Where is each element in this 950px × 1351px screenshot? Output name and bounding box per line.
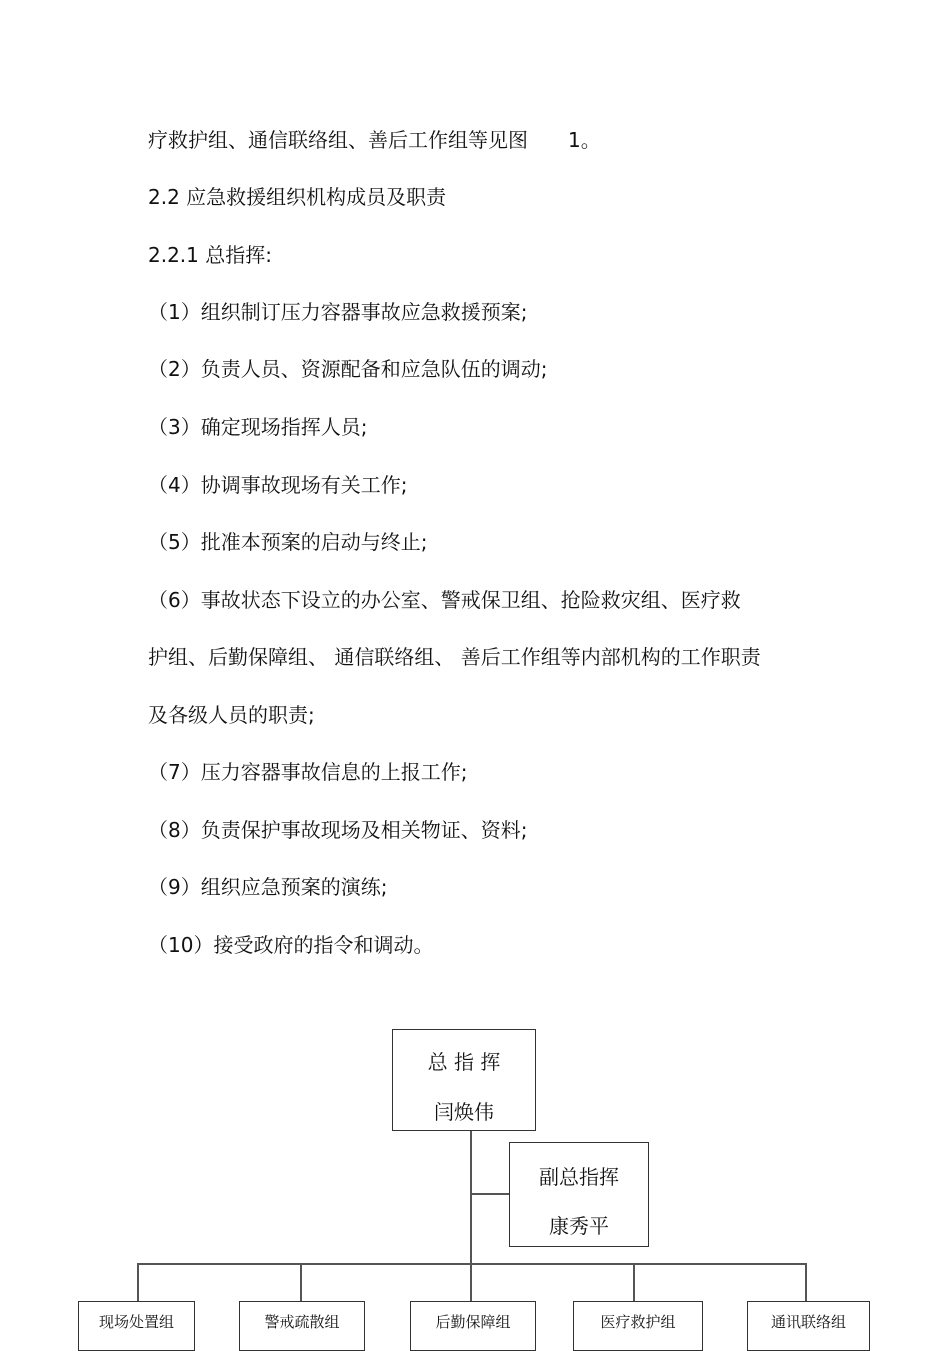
connector-groups-horizontal <box>137 1263 806 1265</box>
duty-item-6-line-2: 护组、后勤保障组、 通信联络组、 善后工作组等内部机构的工作职责 <box>148 645 761 669</box>
duty-item-3: （3）确定现场指挥人员; <box>148 415 368 439</box>
duty-item-8: （8）负责保护事故现场及相关物证、资料; <box>148 818 528 842</box>
continuation-text: 疗救护组、通信联络组、善后工作组等见图 <box>148 128 528 152</box>
text-line-continuation <box>148 128 601 152</box>
duty-item-9: （9）组织应急预案的演练; <box>148 875 388 899</box>
duty-item-7: （7）压力容器事故信息的上报工作; <box>148 760 468 784</box>
group-box-evacuation: 警戒疏散组 <box>239 1301 365 1351</box>
connector-group-1 <box>137 1263 139 1301</box>
duty-item-6-line-1: （6）事故状态下设立的办公室、警戒保卫组、抢险救灾组、医疗救 <box>148 588 741 612</box>
duty-item-6-line-3: 及各级人员的职责; <box>148 703 315 727</box>
commander-title: 总 指 挥 <box>427 1050 501 1074</box>
duty-item-5: （5）批准本预案的启动与终止; <box>148 530 428 554</box>
group-box-medical: 医疗救护组 <box>573 1301 703 1351</box>
group-box-onsite-response: 现场处置组 <box>78 1301 195 1351</box>
duty-item-2: （2）负责人员、资源配备和应急队伍的调动; <box>148 357 548 381</box>
deputy-title: 副总指挥 <box>539 1165 619 1189</box>
connector-group-5 <box>805 1263 807 1301</box>
connector-deputy-horizontal <box>470 1193 510 1195</box>
section-heading-2-2: 2.2 应急救援组织机构成员及职责 <box>148 185 447 209</box>
section-heading-2-2-1: 2.2.1 总指挥: <box>148 243 272 267</box>
connector-commander-vertical <box>470 1130 472 1301</box>
commander-name: 闫焕伟 <box>434 1100 494 1124</box>
figure-reference: 1。 <box>568 128 601 152</box>
connector-group-4 <box>633 1263 635 1301</box>
duty-item-10: （10）接受政府的指令和调动。 <box>148 933 434 957</box>
group-box-logistics: 后勤保障组 <box>410 1301 536 1351</box>
group-box-communication: 通讯联络组 <box>747 1301 870 1351</box>
duty-item-4: （4）协调事故现场有关工作; <box>148 473 408 497</box>
deputy-commander-box <box>509 1142 649 1247</box>
duty-item-1: （1）组织制订压力容器事故应急救援预案; <box>148 300 528 324</box>
connector-group-2 <box>300 1263 302 1301</box>
deputy-name: 康秀平 <box>549 1214 609 1238</box>
commander-box <box>392 1029 536 1131</box>
